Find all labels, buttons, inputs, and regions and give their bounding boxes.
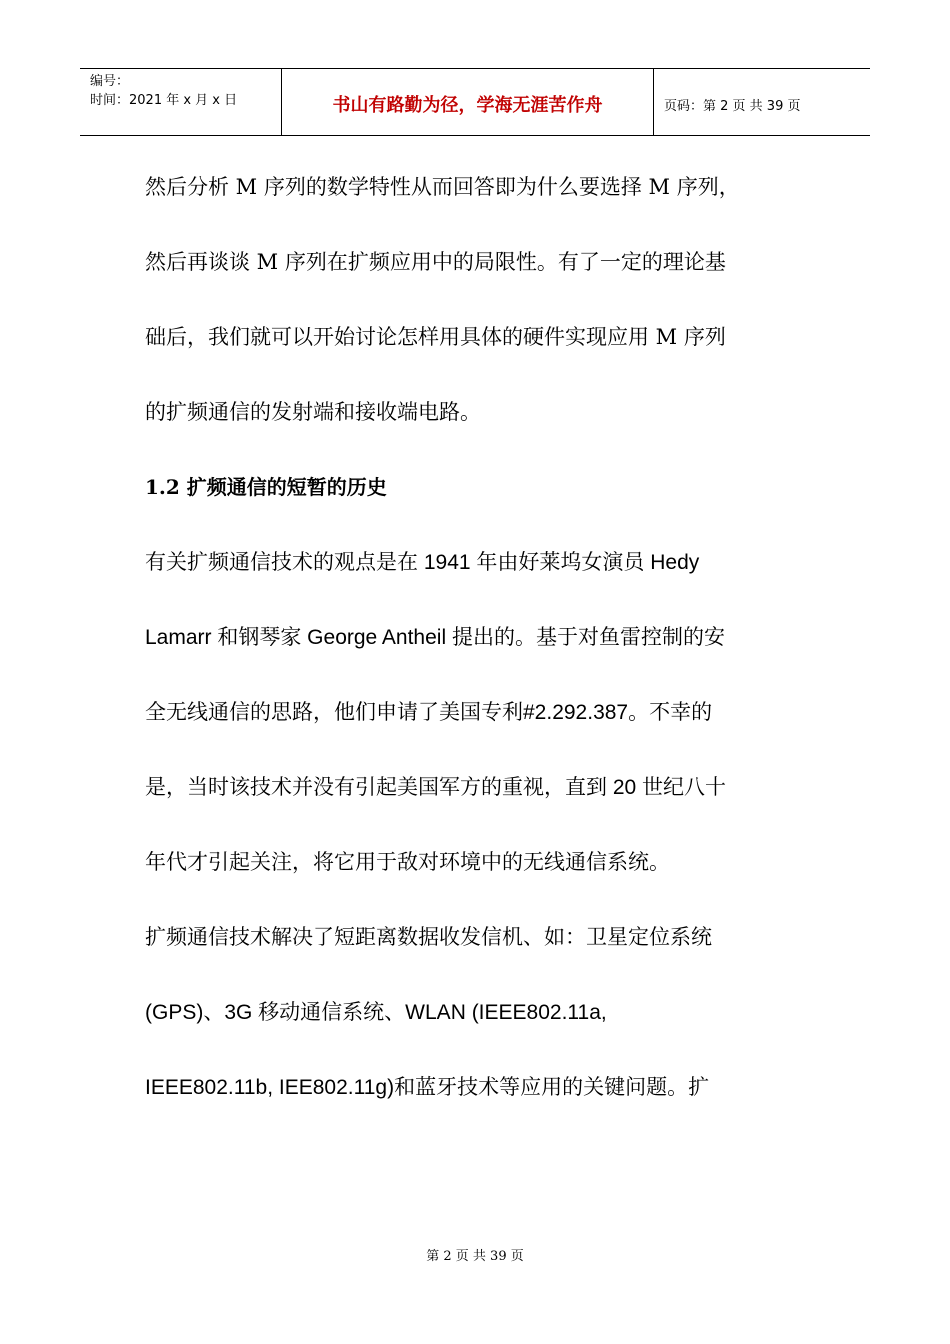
document-number-label: 编号： [90, 74, 130, 89]
history-line: 是，当时该技术并没有引起美国军方的重视，直到 20 世纪八十 [145, 776, 727, 799]
header-page-info: 页码：第 2 页 共 39 页 [664, 98, 801, 114]
application-line: (GPS)、3G 移动通信系统、WLAN (IEEE802.11a, [145, 1001, 607, 1024]
page-header [80, 68, 870, 136]
history-line: 有关扩频通信技术的观点是在 1941 年由好莱坞女演员 Hedy [145, 551, 700, 574]
history-line: 年代才引起关注，将它用于敌对环境中的无线通信系统。 [145, 851, 670, 874]
document-body [145, 150, 810, 1125]
header-motto: 书山有路勤为径，学海无涯苦作舟 [282, 69, 654, 135]
history-line: 全无线通信的思路，他们申请了美国专利#2.292.387。不幸的 [145, 701, 713, 724]
page-footer: 第 2 页 共 39 页 [426, 1249, 524, 1264]
body-line: 然后分析 M 序列的数学特性从而回答即为什么要选择 M 序列， [145, 175, 740, 199]
section-heading: 1.2 扩频通信的短暂的历史 [145, 475, 387, 499]
document-date: 时间：2021 年 x 月 x 日 [90, 93, 238, 108]
header-meta [80, 69, 282, 135]
application-line: IEEE802.11b, IEE802.11g)和蓝牙技术等应用的关键问题。扩 [145, 1076, 710, 1099]
body-line: 然后再谈谈 M 序列在扩频应用中的局限性。有了一定的理论基 [145, 250, 726, 274]
body-line: 础后，我们就可以开始讨论怎样用具体的硬件实现应用 M 序列 [145, 325, 726, 349]
body-line: 的扩频通信的发射端和接收端电路。 [145, 400, 481, 424]
history-line: Lamarr 和钢琴家 George Antheil 提出的。基于对鱼雷控制的安 [145, 626, 725, 649]
application-line: 扩频通信技术解决了短距离数据收发信机、如：卫星定位系统 [145, 926, 712, 949]
